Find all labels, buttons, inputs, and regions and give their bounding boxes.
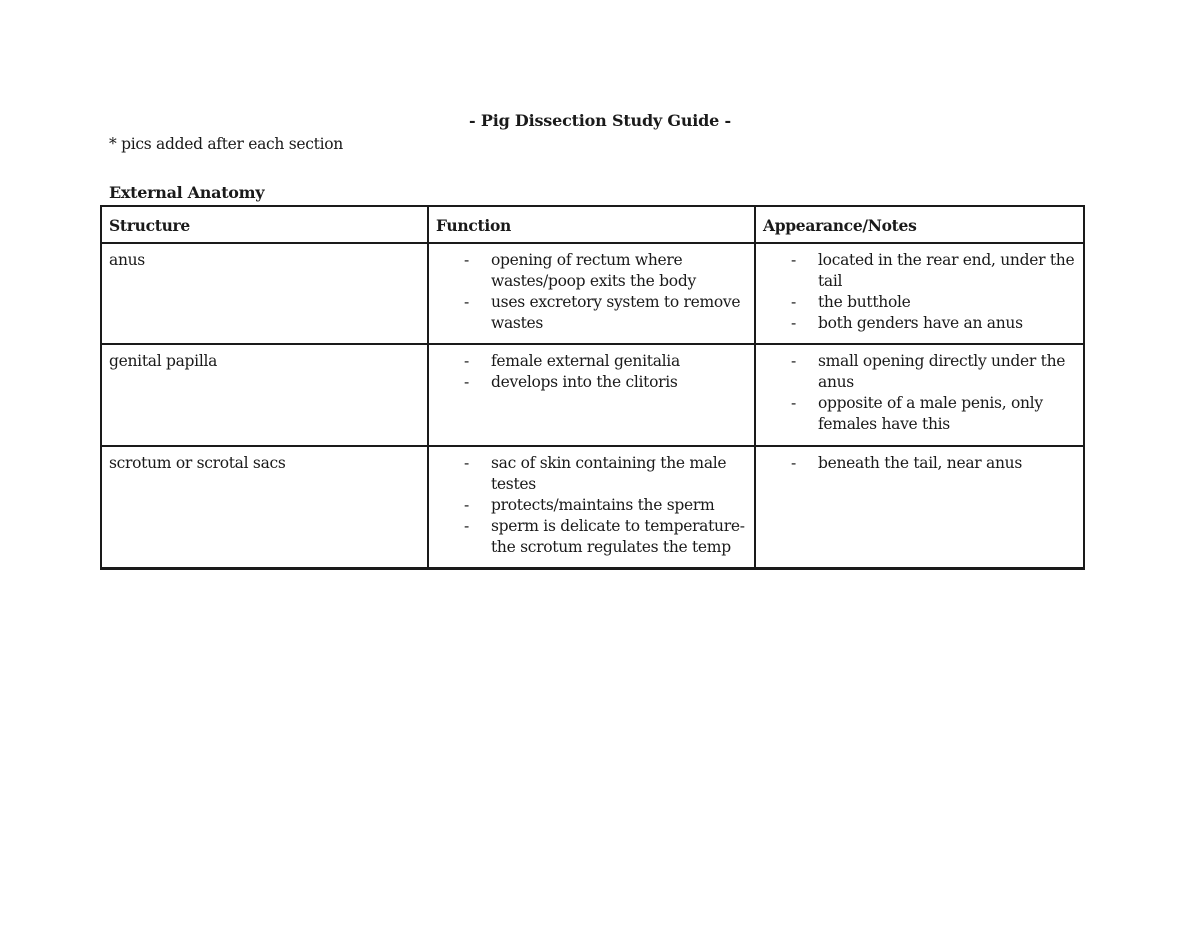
appearance-cell (755, 344, 1084, 446)
structure-cell: anus (101, 243, 428, 344)
function-list (436, 250, 747, 334)
table-row (101, 344, 1084, 446)
appearance-list (763, 351, 1076, 435)
header-appearance-notes: Appearance/Notes (755, 206, 1084, 243)
list-item: - the butthole (818, 292, 1076, 313)
list-item: - protects/maintains the sperm (491, 495, 747, 516)
appearance-list (763, 250, 1076, 334)
document-title: - Pig Dissection Study Guide - (469, 111, 731, 130)
header-structure: Structure (101, 206, 428, 243)
appearance-cell (755, 446, 1084, 569)
table-header-row (101, 206, 1084, 243)
function-cell (428, 344, 755, 446)
external-anatomy-table (100, 205, 1085, 570)
list-item: - opening of rectum where wastes/poop exits the body (491, 250, 747, 292)
list-item: - small opening directly under the anus (818, 351, 1076, 393)
list-item: - sac of skin containing the male testes (491, 453, 747, 495)
function-cell (428, 243, 755, 344)
list-item: - female external genitalia (491, 351, 747, 372)
table-row (101, 446, 1084, 569)
pics-note: * pics added after each section (109, 135, 343, 153)
section-heading-external-anatomy: External Anatomy (109, 183, 265, 202)
list-item: - opposite of a male penis, only females have this (818, 393, 1076, 435)
function-list (436, 351, 747, 393)
structure-cell: genital papilla (101, 344, 428, 446)
structure-cell: scrotum or scrotal sacs (101, 446, 428, 569)
appearance-cell (755, 243, 1084, 344)
appearance-list (763, 453, 1076, 474)
function-cell (428, 446, 755, 569)
list-item: - beneath the tail, near anus (818, 453, 1076, 474)
table-row (101, 243, 1084, 344)
list-item: - uses excretory system to remove wastes (491, 292, 747, 334)
list-item: - develops into the clitoris (491, 372, 747, 393)
header-function: Function (428, 206, 755, 243)
list-item: - both genders have an anus (818, 313, 1076, 334)
list-item: - sperm is delicate to temperature- the scrotum regulates the temp (491, 516, 747, 558)
list-item: - located in the rear end, under the tail (818, 250, 1076, 292)
function-list (436, 453, 747, 558)
